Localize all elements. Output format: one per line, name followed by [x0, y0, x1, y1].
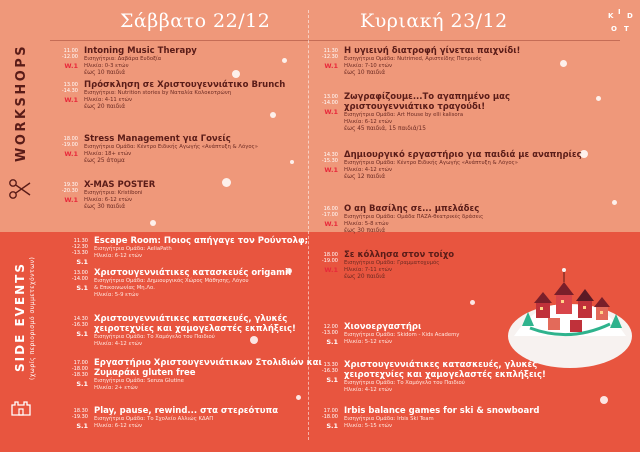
- event-title: Stress Management για Γονείς: [84, 134, 231, 144]
- event-detail: Εισηγήτρια: Kristiboni: [84, 190, 143, 196]
- snowflake: [150, 220, 156, 226]
- logo-letter: T: [624, 25, 629, 33]
- event-detail: Εισηγήτρια Ομάδα: Nutrimed, Αριστείδης Πατρινός: [344, 56, 482, 62]
- event-title: Χιονοεργαστήρι: [344, 322, 422, 332]
- event-body: [344, 46, 584, 77]
- event-capacity: έως 45 παιδιά, 15 παιδιά/15: [344, 126, 426, 132]
- castle-icon: [10, 398, 32, 416]
- snowflake: [596, 96, 601, 101]
- event-detail: Ηλικία: 7-11 ετών: [344, 267, 392, 273]
- event-time: 17.00 -18.00 -18.30: [71, 360, 88, 378]
- event-time: 11.30 -12.30 -13.30: [71, 238, 88, 256]
- event-title: Η υγιεινή διατροφή γίνεται παιχνίδι!: [344, 46, 521, 56]
- event-body: [84, 180, 324, 211]
- event-title: X-MAS POSTER: [84, 180, 156, 190]
- event-detail: Ηλικία: 6-12 ετών: [84, 197, 132, 203]
- event-body: [84, 80, 324, 111]
- event-detail: Εισηγήτρια Ομάδα: Skidom - Kids Academy: [344, 332, 460, 338]
- event-detail: Εισηγήτρια Ομάδα: Ομάδα ΠΑΖΑ-θεατρικές δράσεις: [344, 214, 484, 220]
- event-capacity: έως 30 παιδιά: [84, 204, 126, 210]
- event-detail: Εισηγήτρια Ομάδα: Κέντρο Ειδικής Αγωγής «Ανάπτυξη & Λόγος»: [344, 160, 518, 166]
- event-room-code: S.1: [326, 338, 338, 346]
- saturday-heading: Σάββατο 22/12: [120, 10, 271, 32]
- scissors-icon: [8, 178, 32, 200]
- event-time: 18.00 -19.00: [61, 136, 78, 148]
- event-time: 18.00 -19.00: [321, 252, 338, 264]
- event-capacity: έως 20 παιδιά: [84, 104, 126, 110]
- event-title: Πρόσκληση σε Χριστουγεννιάτικο Brunch: [84, 80, 286, 90]
- event-time: 12.00 -13.00: [321, 324, 338, 336]
- event-title: Ζωγραφίζουμε...Το αγαπημένο μας χριστουγεννιάτικο τραγούδι!: [344, 92, 511, 112]
- side-events-label: SIDE EVENTS: [13, 262, 27, 372]
- event-room-code: W.1: [324, 220, 338, 228]
- event-capacity: έως 10 παιδιά: [84, 70, 126, 76]
- sunday-heading: Κυριακή 23/12: [360, 10, 508, 32]
- event-detail: Ηλικία: 6-12 ετών: [94, 253, 142, 259]
- event-title: Escape Room: Ποιος απήγαγε τον Ρούντολφ;: [94, 236, 309, 246]
- event-room-code: W.1: [324, 266, 338, 274]
- event-detail: Ηλικία: 4-12 ετών: [344, 387, 392, 393]
- event-detail: Εισηγήτρια Ομάδα: Irbis Ski Team: [344, 416, 434, 422]
- event-capacity: έως 30 παιδιά: [344, 228, 386, 234]
- event-body: [344, 150, 584, 181]
- event-title: Intoning Music Therapy: [84, 46, 197, 56]
- event-capacity: έως 10 παιδιά: [344, 70, 386, 76]
- event-title: Χριστουγεννιάτικες κατασκευές origami!: [94, 268, 292, 278]
- event-title: Δημιουργικό εργαστήριο για παιδιά με αναπηρίες: [344, 150, 582, 160]
- event-room-code: W.1: [64, 150, 78, 158]
- event-room-code: S.1: [76, 330, 88, 338]
- event-time: 16.00 -17.00: [321, 206, 338, 218]
- event-title: Play, pause, rewind... στα στερεότυπα: [94, 406, 279, 416]
- event-detail: Εισηγήτρια: Nutrition stories by Ναταλία Κολοκοτρώνη: [84, 90, 232, 96]
- logo-letter: I: [618, 8, 621, 16]
- event-detail: Εισηγήτρια Ομάδα: Γραμματοχυμός: [344, 260, 440, 266]
- event-time: 18.30 -19.30: [71, 408, 88, 420]
- event-detail: Ηλικία: 5-9 ετών: [94, 292, 139, 298]
- event-room-code: W.1: [64, 96, 78, 104]
- event-time: 11.30 -12.30: [321, 48, 338, 60]
- event-title: Εργαστήριο Χριστουγεννιάτικων Στολιδιών και Ζυμαράκι gluten free: [94, 358, 322, 378]
- event-capacity: έως 25 άτομα: [84, 158, 125, 164]
- event-body: [94, 406, 334, 430]
- event-time: 19.30 -20.30: [61, 182, 78, 194]
- event-detail: & Επικοινωνίας Μη.Λο.: [94, 285, 155, 291]
- event-body: [344, 406, 584, 430]
- snowflake: [296, 395, 301, 400]
- event-detail: Εισηγήτρια Ομάδα: Senza Glutine: [94, 378, 184, 384]
- event-title: Ο αη Βασίλης σε... μπελάδες: [344, 204, 480, 214]
- snowflake: [600, 396, 608, 404]
- event-detail: Ηλικία: 7-10 ετών: [344, 63, 392, 69]
- event-detail: Ηλικία: 4-11 ετών: [84, 97, 132, 103]
- event-detail: Ηλικία: 0-3 ετών: [84, 63, 129, 69]
- logo-letter: K: [608, 12, 614, 20]
- event-detail: Ηλικία: 5-8 ετών: [344, 221, 389, 227]
- event-detail: Εισηγήτρια Ομάδα: Art House by elli kalisora: [344, 112, 464, 118]
- event-title: Σε κόλλησα στον τοίχο: [344, 250, 455, 260]
- event-time: 13.00 -14.30: [61, 82, 78, 94]
- event-capacity: έως 12 παιδιά: [344, 174, 386, 180]
- event-body: [344, 92, 584, 133]
- event-title: Χριστουγεννιάτικες κατασκευές, γλυκές χειροτεχνίες και χαμογελαστές εκπλήξεις!: [94, 314, 296, 334]
- header-rule: [50, 40, 620, 41]
- event-time: 13.00 -14.00: [71, 270, 88, 282]
- event-body: [94, 236, 334, 260]
- event-time: 13.30 -16.30: [321, 362, 338, 374]
- event-detail: Εισηγήτρια Ομάδα: Το Χαμόγελο του Παιδιού: [344, 380, 465, 386]
- event-body: [94, 268, 334, 299]
- side-events-subtitle: (χωρίς περιορισμό συμμετεχόντων): [29, 256, 36, 380]
- christmas-village-illustration: [500, 258, 640, 368]
- event-room-code: W.1: [324, 62, 338, 70]
- event-detail: Ηλικία: 6-12 ετών: [344, 119, 392, 125]
- event-room-code: W.1: [64, 62, 78, 70]
- event-body: [84, 134, 324, 165]
- event-body: [94, 314, 334, 348]
- event-time: 14.30 -15.30: [321, 152, 338, 164]
- event-detail: Ηλικία: 5-15 ετών: [344, 423, 392, 429]
- event-room-code: S.1: [76, 380, 88, 388]
- event-time: 11.00 -12.00: [61, 48, 78, 60]
- event-detail: Εισηγήτρια Ομάδα: Κέντρο Ειδικής Αγωγής «Ανάπτυξη & Λόγος»: [84, 144, 258, 150]
- event-body: [344, 204, 584, 235]
- snowflake: [270, 112, 276, 118]
- event-detail: Ηλικία: 18+ ετών: [84, 151, 132, 157]
- event-room-code: W.1: [64, 196, 78, 204]
- event-time: 17.00 -18.00: [321, 408, 338, 420]
- event-room-code: S.1: [326, 422, 338, 430]
- event-room-code: S.1: [76, 422, 88, 430]
- event-detail: Ηλικία: 2+ ετών: [94, 385, 138, 391]
- snowflake: [470, 300, 475, 305]
- event-detail: Εισηγήτρια Ομάδα: Δημιουργικός Χώρος Μάθησης, Λόγου: [94, 278, 249, 284]
- snowflake: [612, 200, 617, 205]
- event-detail: Εισηγήτρια Ομάδα: AeliaPath: [94, 246, 172, 252]
- event-detail: Εισηγήτρια Ομάδα: Το Χαμόγελο του Παιδιού: [94, 334, 215, 340]
- event-detail: Ηλικία: 5-12 ετών: [344, 339, 392, 345]
- event-capacity: έως 20 παιδιά: [344, 274, 386, 280]
- event-room-code: S.1: [326, 376, 338, 384]
- event-room-code: W.1: [324, 108, 338, 116]
- logo-letter: D: [627, 12, 633, 20]
- event-detail: Ηλικία: 6-12 ετών: [94, 423, 142, 429]
- event-detail: Ηλικία: 4-12 ετών: [344, 167, 392, 173]
- event-title: Χριστουγεννιάτικες κατασκευές, γλυκές χειροτεχνίες και χαμογελαστές εκπλήξεις!: [344, 360, 546, 380]
- event-body: [84, 46, 324, 77]
- event-detail: Εισηγήτρια: Δαβάρα Ευδοξία: [84, 56, 162, 62]
- event-body: [94, 358, 334, 392]
- event-time: 13.00 -14.00: [321, 94, 338, 106]
- kidot-logo: [606, 8, 636, 38]
- event-detail: Ηλικία: 4-12 ετών: [94, 341, 142, 347]
- workshops-label: WORKSHOPS: [14, 43, 29, 162]
- event-time: 14.30 -16.30: [71, 316, 88, 328]
- event-room-code: S.1: [76, 284, 88, 292]
- event-detail: Εισηγήτρια Ομάδα: Το Σχολείο Αλλιώς ΚΔΑΠ: [94, 416, 214, 422]
- logo-letter: O: [611, 25, 617, 33]
- event-room-code: S.1: [76, 258, 88, 266]
- event-title: Irbis balance games for ski & snowboard: [344, 406, 540, 416]
- event-room-code: W.1: [324, 166, 338, 174]
